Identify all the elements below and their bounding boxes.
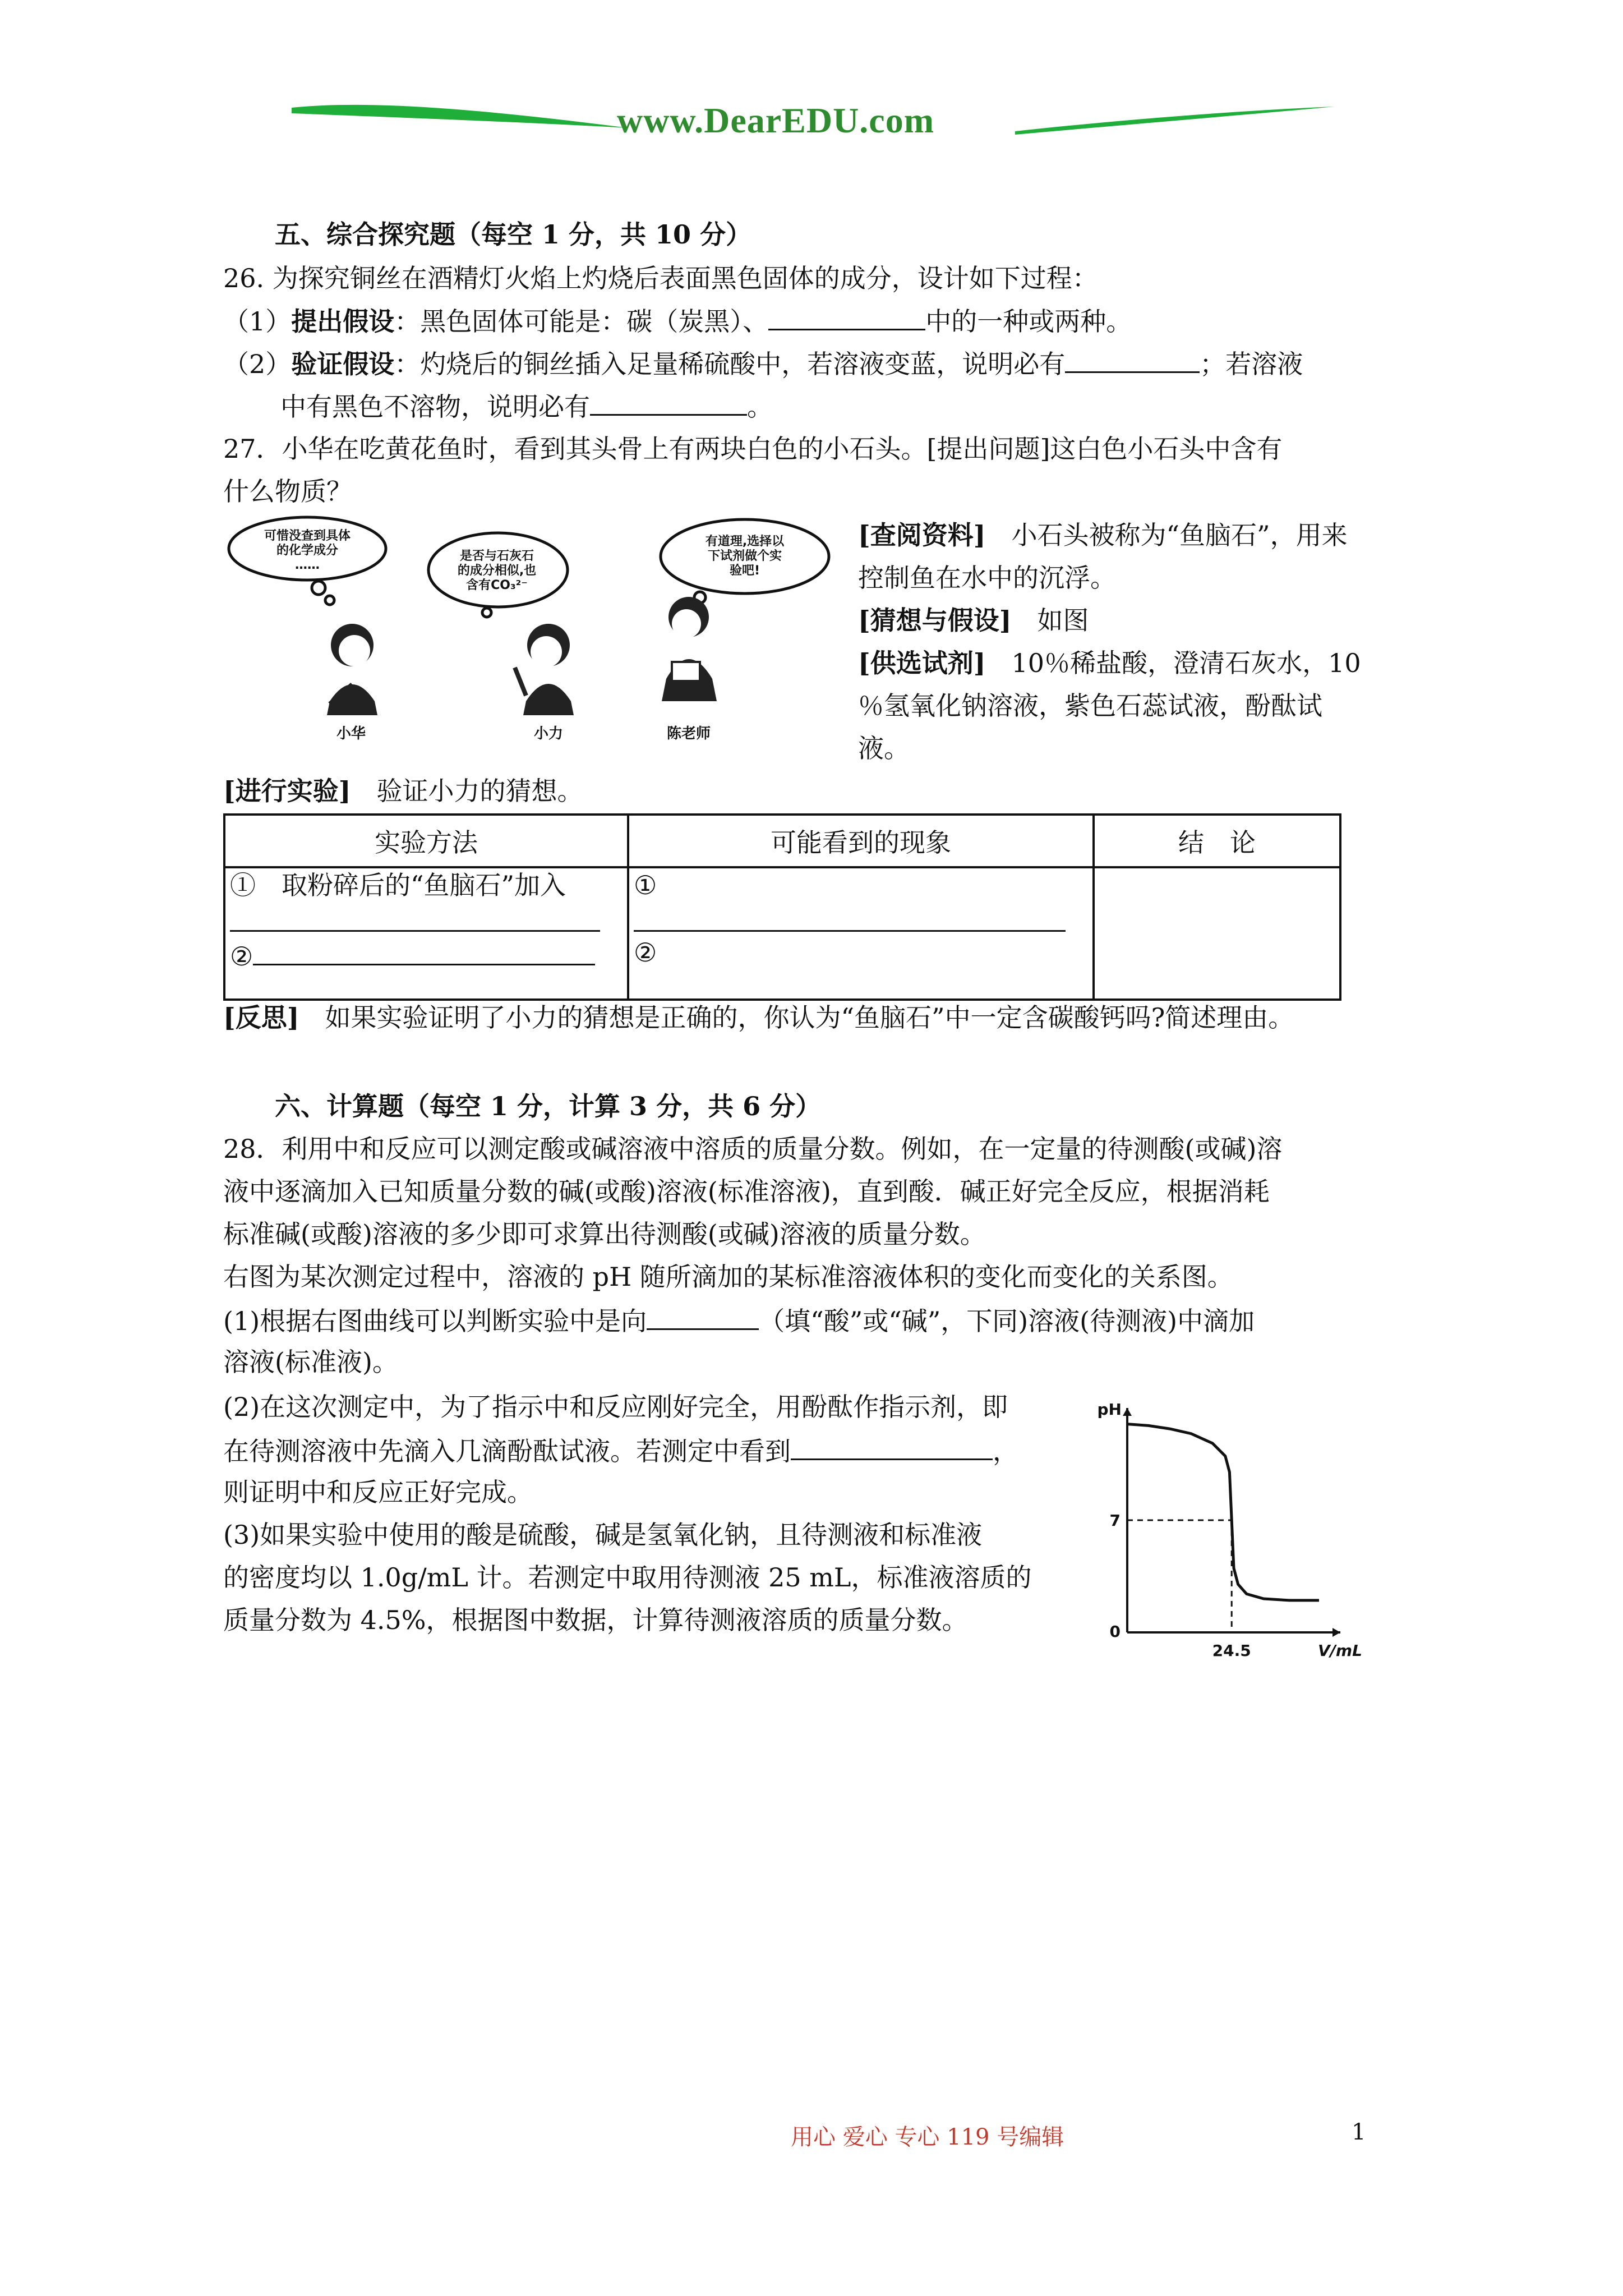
q28-part1-cont: 溶液(标准液)。 [223, 1347, 398, 1377]
q27-experiment: [进行实验] 验证小力的猜想。 [223, 776, 583, 806]
method-step-2: ② [230, 941, 253, 972]
header-wave-left-decoration [292, 101, 628, 135]
q28-part3-cont1: 的密度均以 1.0g/mL 计。若测定中取用待测液 25 mL，标准液溶质的 [223, 1562, 1032, 1593]
y-axis-arrow [1123, 1408, 1132, 1416]
q27-lookup: [查阅资料] 小石头被称为“鱼脑石”，用来 [858, 520, 1348, 550]
table-header-method: 实验方法 [224, 815, 628, 867]
q27-reflection: [反思] 如果实验证明了小力的猜想是正确的，你认为“鱼脑石”中一定含碳酸钙吗?简述理由。 [223, 1002, 1294, 1033]
name-teacher: 陈老师 [666, 725, 711, 742]
q27-stem-2: 什么物质？ [223, 476, 352, 507]
y-tick-label-7: 7 [1109, 1511, 1121, 1530]
bubble3-line1: 有道理,选择以 [705, 535, 785, 549]
x-axis-arrow [1332, 1628, 1340, 1637]
table-cell-phenomenon [628, 867, 1094, 1000]
answer-blank[interactable] [791, 1433, 993, 1460]
header-site-logo: www.DearEDU.com [617, 100, 934, 140]
q27-lookup-cont: 控制鱼在水中的沉浮。 [858, 563, 1116, 593]
answer-blank[interactable] [647, 1303, 759, 1330]
q26-part2-cont: 中有黑色不溶物，说明必有 。 [280, 388, 773, 424]
q28-part3: (3)如果实验中使用的酸是硫酸，碱是氢氧化钠，且待测液和标准液 [223, 1520, 983, 1550]
q28-line4: 右图为某次测定过程中，溶液的 pH 随所滴加的某标准溶液体积的变化而变化的关系图。 [223, 1262, 1233, 1292]
answer-blank[interactable] [230, 902, 600, 932]
x-tick-label-24-5: 24.5 [1212, 1641, 1251, 1660]
xiaohua-figure [327, 624, 377, 715]
page-number: 1 [1352, 2119, 1366, 2145]
bubble3-line3: 验吧! [729, 564, 760, 578]
y-axis-label: pH [1097, 1400, 1122, 1419]
answer-blank[interactable] [253, 936, 595, 965]
q27-reagents: [供选试剂] 10％稀盐酸，澄清石灰水，10 [858, 648, 1361, 678]
method-step-1: ① 取粉碎后的“鱼脑石”加入 [230, 870, 566, 900]
cartoon-illustration [223, 516, 851, 746]
q26-part1: （1）提出假设：黑色固体可能是：碳（炭黑）、 中的一种或两种。 [223, 303, 1132, 338]
header-wave-right-decoration [1015, 104, 1335, 138]
ph-curve [1127, 1424, 1319, 1600]
answer-blank[interactable] [1065, 346, 1200, 373]
q28-line1: 28．利用中和反应可以测定酸或碱溶液中溶质的质量分数。例如，在一定量的待测酸(或碱)溶 [223, 1134, 1283, 1164]
bubble2-line1: 是否与石灰石 [459, 549, 534, 563]
answer-blank[interactable] [590, 388, 747, 416]
teacher-figure [662, 597, 717, 701]
q26-part2: （2）验证假设：灼烧后的铜丝插入足量稀硫酸中，若溶液变蓝，说明必有 ；若溶液 [223, 346, 1303, 381]
bubble3-line2: 下试剂做个实 [707, 549, 782, 563]
table-header-phenomenon: 可能看到的现象 [628, 815, 1094, 867]
x-tick-label-0: 0 [1109, 1622, 1121, 1641]
x-axis-label: V/mL [1318, 1641, 1362, 1660]
q27-reagents-cont2: 液。 [858, 733, 910, 763]
experiment-table [223, 813, 1341, 1001]
name-xiaohua: 小华 [336, 725, 366, 742]
xiaoli-figure [515, 624, 574, 715]
chart-axes [1098, 1400, 1362, 1660]
q28-part2: (2)在这次测定中，为了指示中和反应刚好完全，用酚酞作指示剂，即 [223, 1392, 1008, 1422]
name-xiaoli: 小力 [533, 725, 564, 742]
q28-line3: 标准碱(或酸)溶液的多少即可求算出待测酸(或碱)溶液的质量分数。 [223, 1219, 986, 1249]
ph-titration-chart [1094, 1391, 1362, 1660]
table-cell-method [224, 867, 628, 1000]
section6-title: 六、计算题（每空 1 分，计算 3 分，共 6 分） [275, 1091, 822, 1121]
bubble1-line2: 的化学成分 [276, 544, 339, 558]
answer-blank[interactable] [634, 902, 1066, 932]
q28-part1: (1)根据右图曲线可以判断实验中是向 （填“酸”或“碱”，下同)溶液(待测液)中滴加 [223, 1303, 1255, 1338]
q27-guess: [猜想与假设] 如图 [858, 605, 1089, 636]
section5-title: 五、综合探究题（每空 1 分，共 10 分） [275, 219, 752, 250]
bubble2-line2: 的成分相似,也 [457, 564, 537, 578]
q26-stem: 26. 为探究铜丝在酒精灯火焰上灼烧后表面黑色固体的成分，设计如下过程： [223, 263, 1098, 293]
q28-part2-cont: 在待测溶液中先滴入几滴酚酞试液。若测定中看到 ， [223, 1433, 1018, 1468]
footer-editor-text: 用心 爱心 专心 119 号编辑 [791, 2124, 1064, 2150]
q27-reagents-cont1: ％氢氧化钠溶液，紫色石蕊试液，酚酞试 [858, 691, 1322, 721]
bubble2-line3: 含有CO₃²⁻ [466, 578, 528, 592]
q28-part2-cont2: 则证明中和反应正好完成。 [223, 1477, 533, 1507]
phenomenon-1: ① [634, 870, 657, 900]
table-cell-conclusion[interactable] [1094, 867, 1340, 1000]
q27-stem-1: 27．小华在吃黄花鱼时，看到其头骨上有两块白色的小石头。[提出问题]这白色小石头中含有 [223, 434, 1283, 464]
q28-line2: 液中逐滴加入已知质量分数的碱(或酸)溶液(标准溶液)，直到酸．碱正好完全反应，根据消耗 [223, 1176, 1270, 1207]
bubble1-line3: …… [295, 558, 320, 572]
answer-blank[interactable] [768, 303, 925, 330]
phenomenon-2: ② [634, 937, 657, 968]
bubble1-line1: 可惜没查到具体 [264, 529, 351, 543]
q28-part3-cont2: 质量分数为 4.5%，根据图中数据，计算待测液溶质的质量分数。 [223, 1605, 968, 1635]
table-header-conclusion: 结 论 [1094, 815, 1340, 867]
